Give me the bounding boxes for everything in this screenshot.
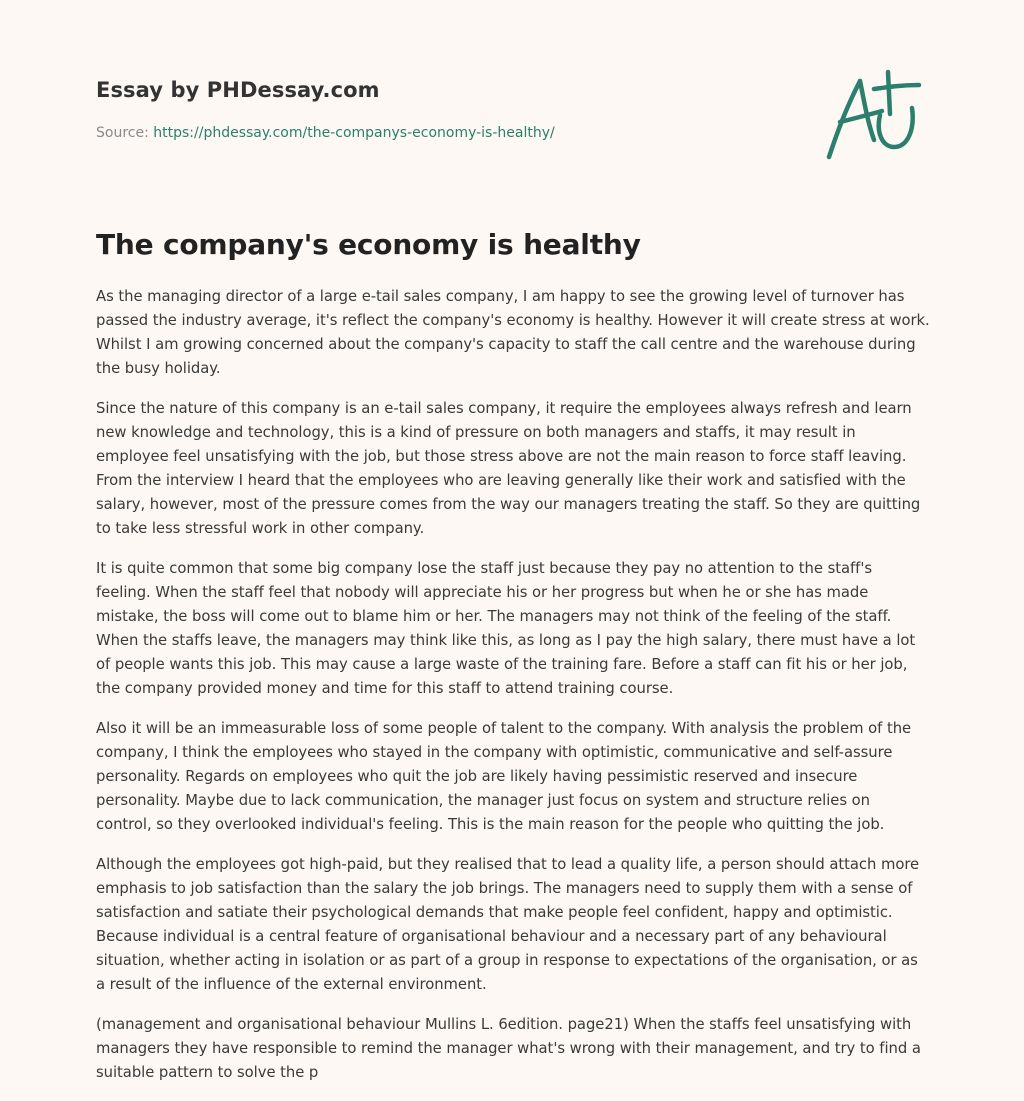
paragraph: Also it will be an immeasurable loss of some people of talent to the company. With analysis the problem of the company, I think the employees who stayed in the company with optimistic, communicative and self-assure personality. Regards on employees who quit the job are likely having pessimistic reserved and insecure personality. Maybe due to lack communication, the manager just focus on system and structure relies on control, so they overlooked individual's feeling. This is the main reason for the people who quitting the job. [96,720,912,833]
article-title: The company's economy is healthy [96,228,641,261]
paragraph: Although the employees got high-paid, but they realised that to lead a quality life, a person should attach more emphasis to job satisfaction than the salary the job brings. The managers need to supply them with a sense of satisfaction and satiate their psychological demands that make people feel confident, happy and optimistic. Because individual is a central feature of organisational behaviour and a necessary part of any behavioural situation, whether acting in isolation or as part of a group in response to expectations of the organisation, or as a result of the influence of the external environment. [96,856,920,993]
source-link[interactable]: https://phdessay.com/the-companys-economy-is-healthy/ [153,125,555,141]
paragraph: Since the nature of this company is an e-tail sales company, it require the employees always refresh and learn new knowledge and technology, this is a kind of pressure on both managers and staffs, it may result in employee feel unsatisfying with the job, but those stress above are not the main reason to force staff leaving. From the interview I heard that the employees who are leaving generally like their work and satisfied with the salary, however, most of the pressure comes from the way our managers treating the staff. So they are quitting to take less stressful work in other company. [96,400,921,537]
page-header [96,76,796,143]
paragraph: As the managing director of a large e-tail sales company, I am happy to see the growing level of turnover has passed the industry average, it's reflect the company's economy is healthy. However it will create stress at work. Whilst I am growing concerned about the company's capacity to staff the call centre and the warehouse during the busy holiday. [96,288,930,377]
source-line [96,123,796,143]
article-body [96,285,930,1101]
paragraph: (management and organisational behaviour Mullins L. 6edition. page21) When the staffs feel unsatisfying with managers they have responsible to remind the manager what's wrong with their management, and try to find a suitable pattern to solve the p [96,1016,921,1081]
a-plus-logo-icon [822,68,928,164]
site-title: Essay by PHDessay.com [96,78,380,102]
paragraph: It is quite common that some big company lose the staff just because they pay no attention to the staff's feeling. When the staff feel that nobody will appreciate his or her progress but when he or she has made mistake, the boss will come out to blame him or her. The managers may not think of the feeling of the staff. When the staffs leave, the managers may think like this, as long as I pay the high salary, there must have a lot of people wants this job. This may cause a large waste of the training fare. Before a staff can fit his or her job, the company provided money and time for this staff to attend training course. [96,560,916,697]
source-label: Source: [96,125,154,141]
